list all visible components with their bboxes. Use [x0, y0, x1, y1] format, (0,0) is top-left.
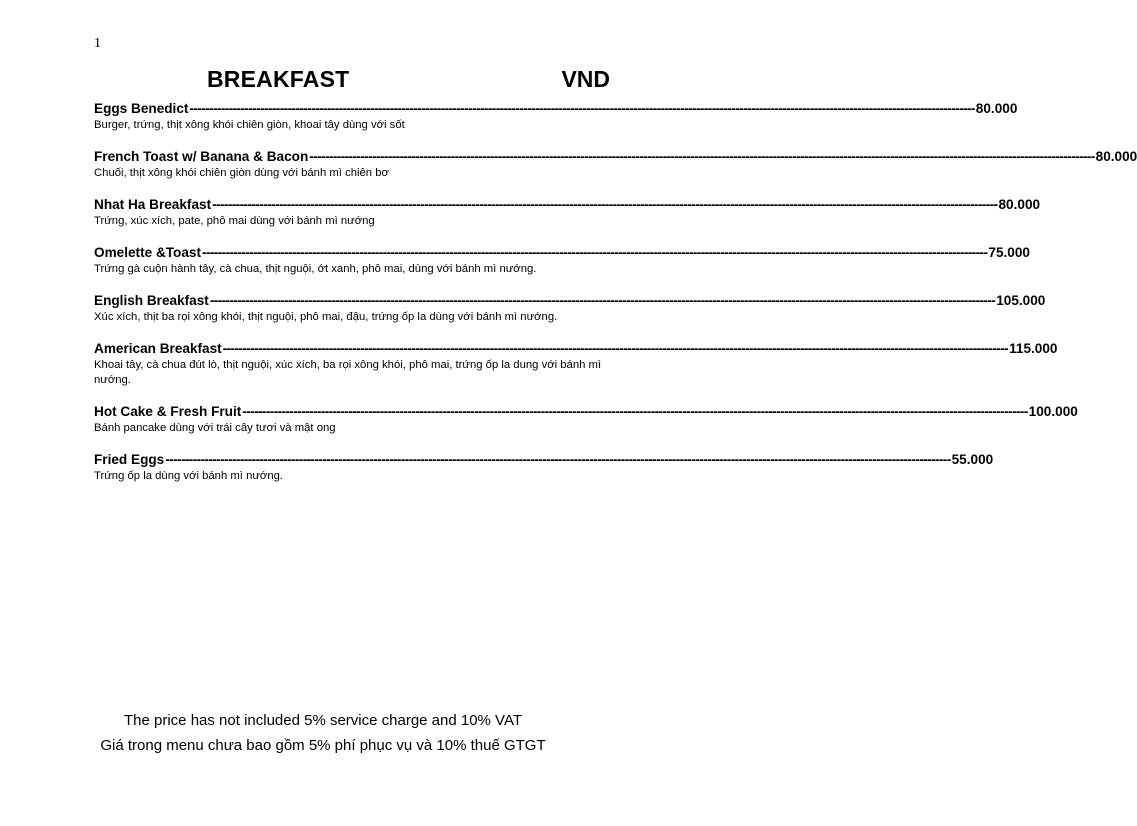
menu-item	[94, 149, 1137, 181]
item-name: American Breakfast	[94, 341, 222, 356]
item-name: Fried Eggs	[94, 452, 165, 467]
item-name: French Toast w/ Banana & Bacon	[94, 149, 309, 164]
item-name: Eggs Benedict	[94, 101, 189, 116]
menu-list	[94, 101, 1137, 500]
menu-item	[94, 293, 1046, 325]
dotted-leader: --------------------------------------------------------------------------------------------------------------------------------------------------------------------------------------------------------	[189, 101, 975, 116]
item-price: 115.000	[1009, 341, 1058, 356]
price-note-vietnamese: Giá trong menu chưa bao gồm 5% phí phục vụ và 10% thuế GTGT	[100, 737, 546, 754]
item-description: Bánh pancake dùng với trái cây tươi và mật ong	[94, 422, 336, 434]
item-price: 80.000	[975, 101, 1018, 116]
item-description: Burger, trứng, thịt xông khói chiên giòn, khoai tây dùng với sốt	[94, 119, 405, 131]
menu-title: BREAKFAST	[207, 66, 350, 92]
item-name: Hot Cake & Fresh Fruit	[94, 404, 242, 419]
menu-item	[94, 404, 1078, 436]
currency-label: VND	[561, 66, 610, 92]
item-price: 80.000	[998, 197, 1041, 212]
dotted-leader: --------------------------------------------------------------------------------------------------------------------------------------------------------------------------------------------------------	[242, 404, 1028, 419]
dotted-leader: --------------------------------------------------------------------------------------------------------------------------------------------------------------------------------------------------------	[209, 293, 996, 308]
menu-item	[94, 452, 994, 484]
menu-item	[94, 197, 1041, 229]
item-name: Nhat Ha Breakfast	[94, 197, 212, 212]
item-description: Trứng, xúc xích, pate, phô mai dùng với bánh mì nướng	[94, 215, 375, 227]
item-price: 80.000	[1095, 149, 1137, 164]
item-price: 75.000	[988, 245, 1030, 260]
dotted-leader: --------------------------------------------------------------------------------------------------------------------------------------------------------------------------------------------------------	[165, 452, 951, 467]
item-description: Xúc xích, thịt ba rọi xông khói, thịt nguội, phô mai, đậu, trứng ốp la dùng với bánh mì nướng.	[94, 311, 558, 323]
item-price: 100.000	[1028, 404, 1078, 419]
page-number: 1	[94, 36, 101, 51]
menu-item	[94, 341, 1058, 388]
item-price: 105.000	[996, 293, 1046, 308]
item-price: 55.000	[951, 452, 994, 467]
menu-header	[94, 66, 610, 94]
dotted-leader: --------------------------------------------------------------------------------------------------------------------------------------------------------------------------------------------------------	[222, 341, 1009, 356]
item-description: Khoai tây, cà chua đút lò, thịt nguội, xúc xích, ba rọi xông khói, phô mai, trứng ốp la dung với bánh mì nướng.	[94, 359, 602, 386]
dotted-leader: --------------------------------------------------------------------------------------------------------------------------------------------------------------------------------------------------------	[202, 245, 988, 260]
item-description: Trứng gà cuộn hành tây, cà chua, thịt nguội, ớt xanh, phô mai, dùng với bánh mì nướng.	[94, 263, 537, 275]
price-note	[0, 712, 638, 762]
menu-item	[94, 101, 1018, 133]
price-note-english: The price has not included 5% service charge and 10% VAT	[124, 712, 522, 729]
item-name: Omelette &Toast	[94, 245, 202, 260]
menu-item	[94, 245, 1030, 277]
item-name: English Breakfast	[94, 293, 209, 308]
dotted-leader: --------------------------------------------------------------------------------------------------------------------------------------------------------------------------------------------------------	[309, 149, 1095, 164]
dotted-leader: --------------------------------------------------------------------------------------------------------------------------------------------------------------------------------------------------------	[212, 197, 998, 212]
item-description: Trứng ốp la dùng với bánh mì nướng.	[94, 470, 284, 482]
item-description: Chuối, thịt xông khói chiên giòn dùng với bánh mì chiên bơ	[94, 167, 389, 179]
